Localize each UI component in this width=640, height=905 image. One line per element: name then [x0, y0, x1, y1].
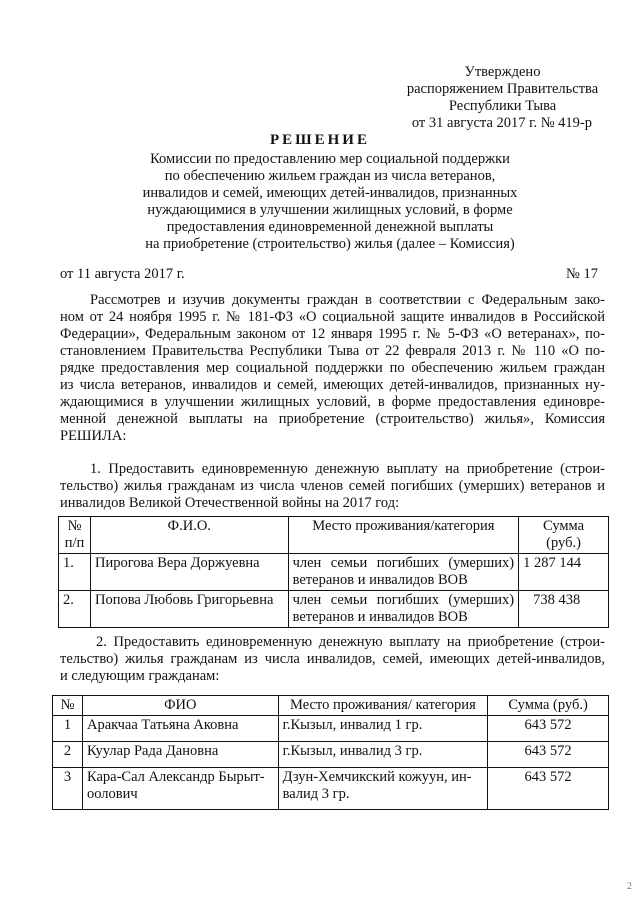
paragraph-line: ном от 24 ноября 1995 г. № 181-ФЗ «О социальной защите инвалидов в Российской	[60, 309, 605, 325]
place-line: валид 3 гр.	[282, 786, 350, 802]
paragraph-line: ждающимися в улучшении жилищных условий, в форме предоставления единовре-	[60, 394, 605, 410]
subtitle-line: по обеспечению жильем граждан из числа ветеранов,	[164, 168, 496, 184]
paragraph-line: тельство) жилья гражданам из числа инвалидов, семей, имеющих детей-инвалидов,	[60, 651, 605, 667]
paragraph-line: Федерации», Федеральным законом от 12 января 1995 г. № 5-ФЗ «О ветеранах», по-	[60, 326, 605, 342]
row-place: г.Кызыл, инвалид 3 гр.	[278, 742, 488, 768]
decision-number: № 17	[566, 266, 598, 282]
approval-line: Республики Тыва	[448, 98, 557, 114]
row-sum: 1 287 144	[519, 554, 609, 591]
paragraph-line: тельство) жилья гражданам из числа членов семей погибших (умерших) ветеранов и	[60, 478, 605, 494]
header-text: Сумма	[543, 518, 585, 534]
veterans-table	[58, 516, 609, 628]
row-number: 1.	[59, 554, 91, 591]
page-corner-mark: 2	[627, 881, 632, 892]
column-header-number	[59, 517, 91, 554]
decision-meta	[60, 266, 598, 283]
row-place: г.Кызыл, инвалид 1 гр.	[278, 716, 488, 742]
row-sum: 643 572	[488, 716, 609, 742]
row-number: 1	[53, 716, 83, 742]
approval-stamp	[395, 64, 610, 132]
row-name	[82, 768, 278, 810]
column-header-name: ФИО	[82, 696, 278, 716]
table-row	[53, 768, 609, 810]
table-row	[53, 716, 609, 742]
column-header-sum	[519, 517, 609, 554]
name-line: оолович	[86, 786, 138, 802]
row-name: Куулар Рада Дановна	[82, 742, 278, 768]
row-sum: 643 572	[488, 768, 609, 810]
subtitle-line: на приобретение (строительство) жилья (далее – Комиссия)	[145, 236, 515, 252]
row-sum: 643 572	[488, 742, 609, 768]
row-name: Аракчаа Татьяна Аковна	[82, 716, 278, 742]
row-number: 3	[53, 768, 83, 810]
table-header-row	[59, 517, 609, 554]
place-line: ветеранов и инвалидов ВОВ	[292, 609, 468, 625]
row-place	[288, 591, 519, 628]
table-row	[59, 554, 609, 591]
subtitle-line: нуждающимися в улучшении жилищных условий, в форме	[147, 202, 513, 218]
row-place	[278, 768, 488, 810]
table-row	[59, 591, 609, 628]
disabled-table	[52, 695, 609, 810]
document-subtitle	[80, 151, 580, 253]
column-header-name: Ф.И.О.	[90, 517, 288, 554]
place-line: член семьи погибших (умерших)	[292, 555, 515, 571]
subtitle-line: инвалидов и семей, имеющих детей-инвалидов, признанных	[142, 185, 518, 201]
paragraph-line: и следующим гражданам:	[60, 668, 220, 684]
row-name: Пирогова Вера Доржуевна	[90, 554, 288, 591]
row-sum: 738 438	[519, 591, 609, 628]
row-number: 2.	[59, 591, 91, 628]
paragraph-line: 2. Предоставить единовременную денежную выплату на приобретение (строи-	[96, 634, 605, 650]
item1-paragraph	[60, 461, 605, 512]
row-number: 2	[53, 742, 83, 768]
item2-paragraph	[60, 634, 605, 685]
document-title: РЕШЕНИЕ	[270, 132, 370, 148]
header-text: №	[67, 518, 82, 534]
table-row	[53, 742, 609, 768]
decision-date: от 11 августа 2017 г.	[60, 266, 185, 282]
header-text: (руб.)	[546, 535, 581, 551]
subtitle-line: Комиссии по предоставлению мер социальной поддержки	[150, 151, 510, 167]
column-header-place: Место проживания/ категория	[278, 696, 488, 716]
row-place	[288, 554, 519, 591]
name-line: Кара-Сал Александр Бырыт-	[86, 769, 265, 785]
row-name: Попова Любовь Григорьевна	[90, 591, 288, 628]
paragraph-line: 1. Предоставить единовременную денежную выплату на приобретение (строи-	[90, 461, 605, 477]
column-header-place: Место проживания/категория	[288, 517, 519, 554]
approval-line: от 31 августа 2017 г. № 419-р	[411, 115, 592, 131]
approval-line: распоряжением Правительства	[406, 81, 599, 97]
paragraph-line: РЕШИЛА:	[60, 428, 127, 444]
paragraph-line: менной денежной выплаты на приобретение (строительство) жилья», Комиссия	[60, 411, 605, 427]
table-header-row	[53, 696, 609, 716]
subtitle-line: предоставления единовременной денежной выплаты	[166, 219, 494, 235]
place-line: ветеранов и инвалидов ВОВ	[292, 572, 468, 588]
approval-line: Утверждено	[464, 64, 541, 80]
paragraph-line: Рассмотрев и изучив документы граждан в соответствии с Федеральным зако-	[90, 292, 605, 308]
paragraph-line: рядке предоставления мер социальной поддержки по обеспечению жильем граждан	[60, 360, 605, 376]
paragraph-line: инвалидов Великой Отечественной войны на 2017 год:	[60, 495, 400, 511]
column-header-number: №	[53, 696, 83, 716]
intro-paragraph	[60, 292, 605, 445]
place-line: член семьи погибших (умерших)	[292, 592, 515, 608]
header-text: п/п	[64, 535, 85, 551]
column-header-sum: Сумма (руб.)	[488, 696, 609, 716]
paragraph-line: из числа ветеранов, инвалидов и семей, имеющих детей-инвалидов, признанных ну-	[60, 377, 605, 393]
place-line: Дзун-Хемчикский кожуун, ин-	[282, 769, 472, 785]
paragraph-line: становлением Правительства Республики Тыва от 22 февраля 2013 г. № 110 «О по-	[60, 343, 605, 359]
